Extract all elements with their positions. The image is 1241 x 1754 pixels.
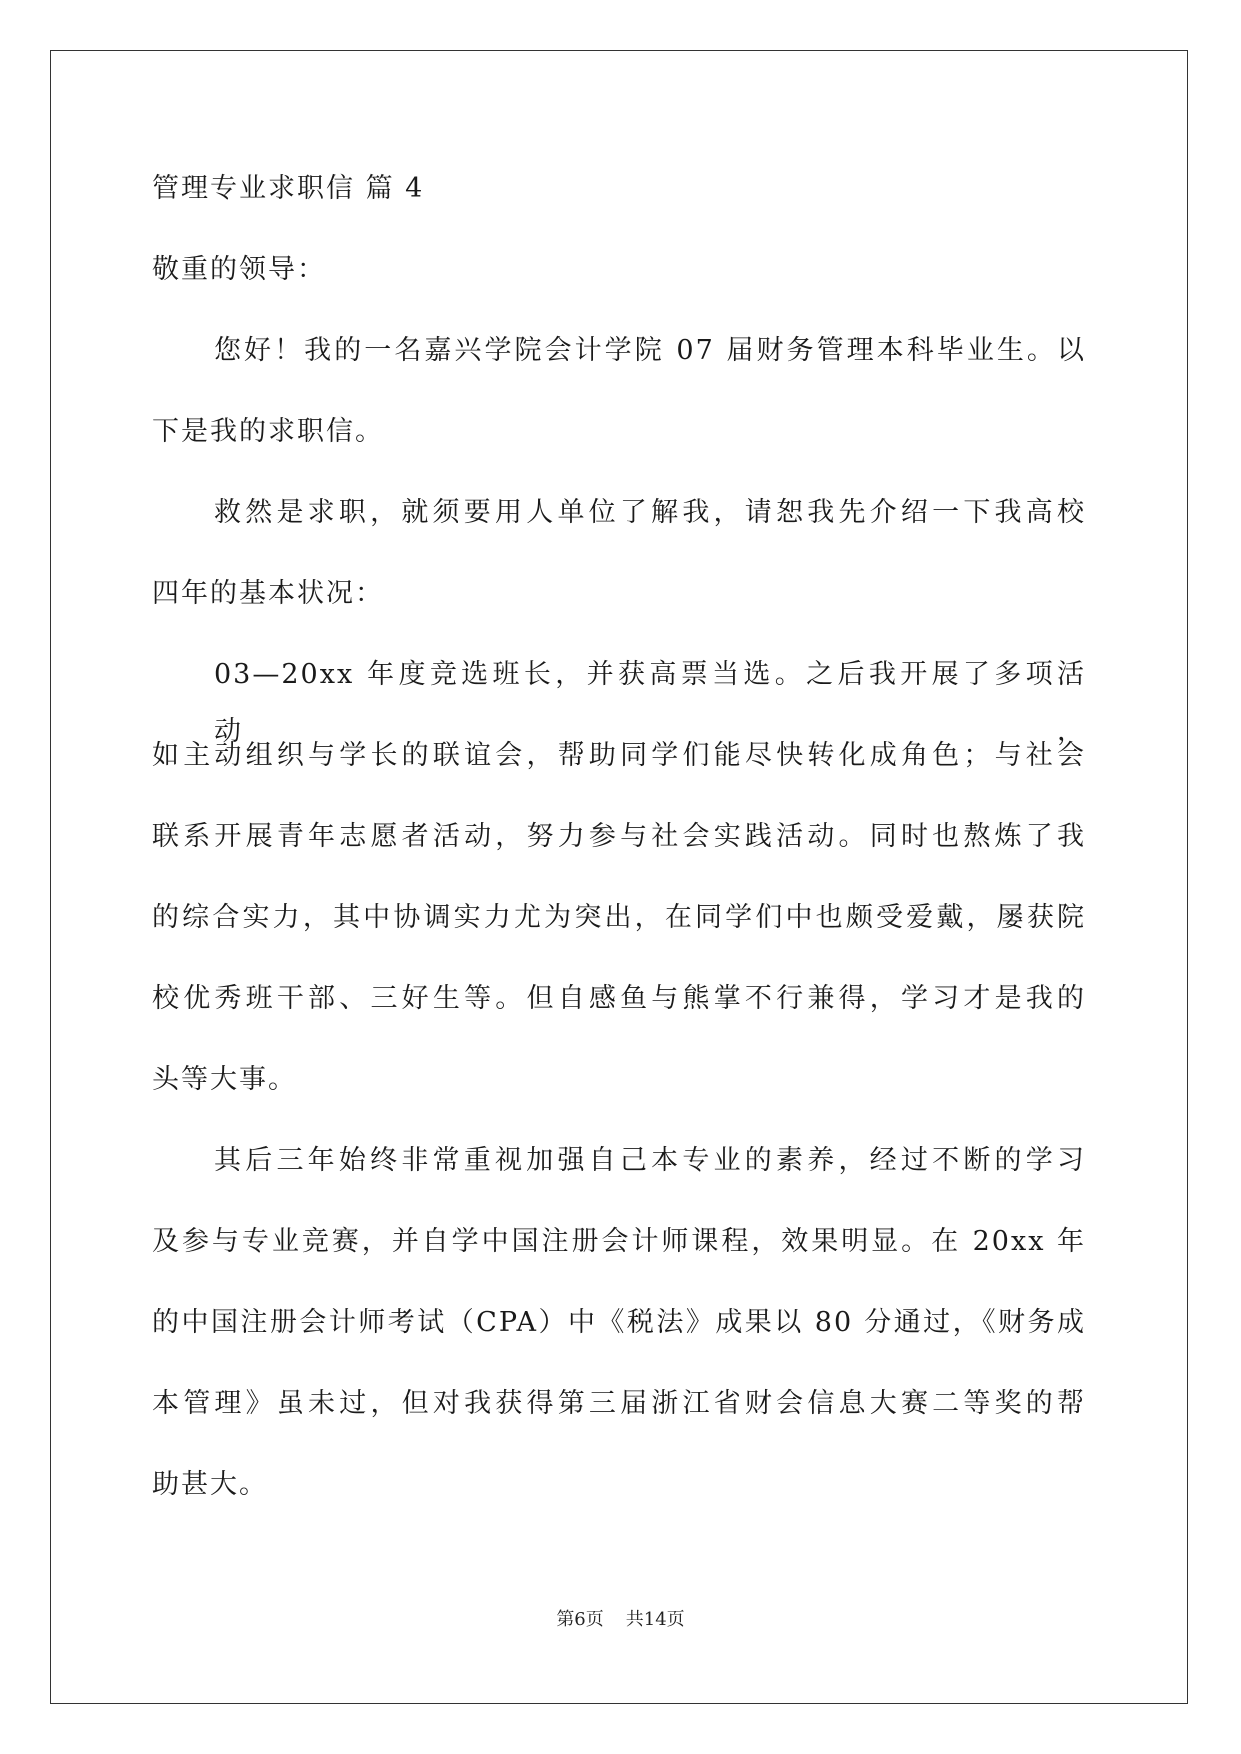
salutation: 敬重的领导： — [152, 254, 326, 285]
paragraph-line: 四年的基本状况： — [152, 578, 384, 609]
paragraph-line: 救然是求职，就须要用人单位了解我，请恕我先介绍一下我高校 — [214, 497, 1086, 528]
paragraph-line: 您好！我的一名嘉兴学院会计学院 07 届财务管理本科毕业生。以 — [214, 335, 1086, 366]
paragraph-line: 本管理》虽未过，但对我获得第三届浙江省财会信息大赛二等奖的帮 — [152, 1388, 1086, 1419]
paragraph-line: 校优秀班干部、三好生等。但自感鱼与熊掌不行兼得，学习才是我的 — [152, 983, 1086, 1014]
paragraph-line: 03—20xx 年度竞选班长，并获高票当选。之后我开展了多项活动， — [214, 659, 1086, 747]
paragraph-line: 的综合实力，其中协调实力尤为突出，在同学们中也颇受爱戴，屡获院 — [152, 902, 1086, 933]
paragraph-line: 及参与专业竞赛，并自学中国注册会计师课程，效果明显。在 20xx 年 — [152, 1226, 1086, 1257]
paragraph-line: 联系开展青年志愿者活动，努力参与社会实践活动。同时也熬炼了我 — [152, 821, 1086, 852]
paragraph-line: 如主动组织与学长的联谊会，帮助同学们能尽快转化成角色；与社会 — [152, 740, 1086, 771]
paragraph-line: 助甚大。 — [152, 1469, 268, 1500]
page-footer — [0, 1608, 1241, 1632]
letter-title: 管理专业求职信 篇 4 — [152, 173, 425, 204]
page-total: 共14页 — [625, 1609, 685, 1630]
paragraph-line: 的中国注册会计师考试（CPA）中《税法》成果以 80 分通过，《财务成 — [152, 1307, 1086, 1338]
letter-body — [152, 160, 1086, 1537]
paragraph-line: 下是我的求职信。 — [152, 416, 384, 447]
paragraph-line: 其后三年始终非常重视加强自己本专业的素养，经过不断的学习 — [214, 1145, 1086, 1176]
paragraph-line: 头等大事。 — [152, 1064, 297, 1095]
page-number: 第6页 — [556, 1609, 604, 1630]
